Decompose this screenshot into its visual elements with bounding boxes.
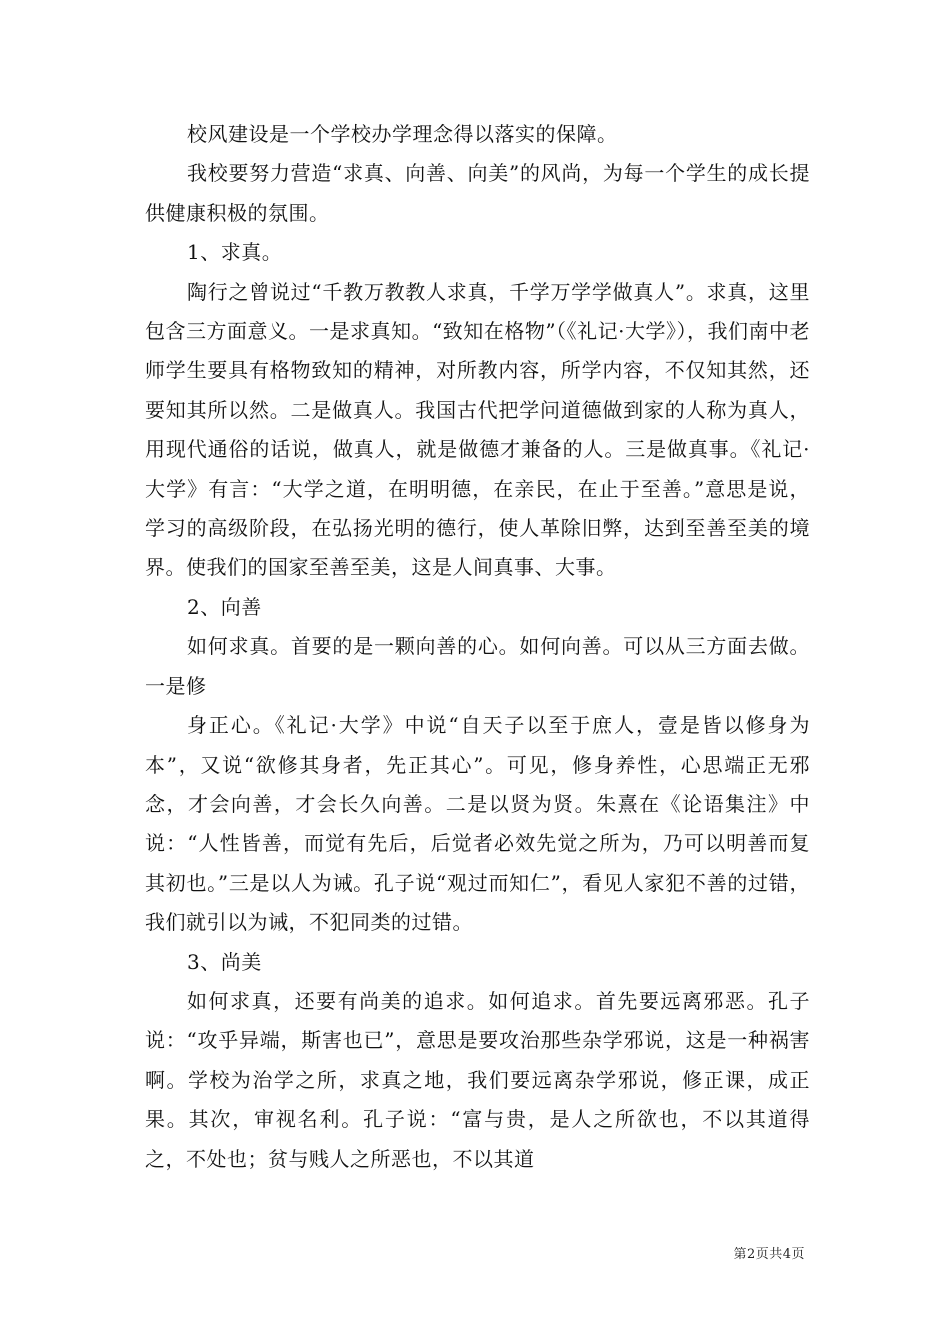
section-heading-seek-truth: 1、求真。 [187,240,283,265]
paragraph-toward-good-intro: 如何求真。首要的是一颗向善的心。如何向善。可以从三方面去做。一是修 [145,634,810,698]
paragraph-intro: 校风建设是一个学校办学理念得以落实的保障。 [187,122,618,146]
section-heading-beauty: 3、尚美 [187,949,262,974]
paragraph-seek-truth: 陶行之曾说过“千教万教教人求真，千学万学学做真人”。求真，这里包含三方面意义。一是求真知。“致知在格物”（《礼记·大学》），我们南中老师学生要具有格物致知的精神，对所教内容，所学内容，不仅知其然，还要知其所以然。二是做真人。我国古代把学问道德做到家的人称为真人，用现代通俗的话说，做真人，就是做德才兼备的人。三是做真事。《礼记·大学》有言：“大学之道，在明明德，在亲民，在止于至善。”意思是说，学习的高级阶段，在弘扬光明的德行，使人革除旧弊，达到至善至美的境界。使我们的国家至善至美，这是人间真事、大事。 [145,279,810,580]
page-number: 第2页共4页 [733,1247,805,1262]
section-heading-toward-good: 2、向善 [187,594,262,619]
paragraph-toward-good: 身正心。《礼记·大学》中说“自天子以至于庶人，壹是皆以修身为本”，又说“欲修其身者，先正其心”。可见，修身养性，心思端正无邪念，才会向善，才会长久向善。二是以贤为贤。朱熹在《论语集注》中说：“人性皆善，而觉有先后，后觉者必效先觉之所为，乃可以明善而复其初也。”三是以人为诫。孔子说“观过而知仁”，看见人家犯不善的过错，我们就引以为诫，不犯同类的过错。 [145,713,810,935]
document-body [145,115,810,1179]
paragraph-beauty: 如何求真，还要有尚美的追求。如何追求。首先要远离邪恶。孔子说：“攻乎异端，斯害也已”，意思是要攻治那些杂学邪说，这是一种祸害啊。学校为治学之所，求真之地，我们要远离杂学邪说，修正课，成正果。其次，审视名利。孔子说：“富与贵，是人之所欲也，不以其道得之，不处也；贫与贱人之所恶也，不以其道 [145,988,810,1171]
paragraph-school-spirit: 我校要努力营造“求真、向善、向美”的风尚，为每一个学生的成长提供健康积极的氛围。 [145,161,810,225]
